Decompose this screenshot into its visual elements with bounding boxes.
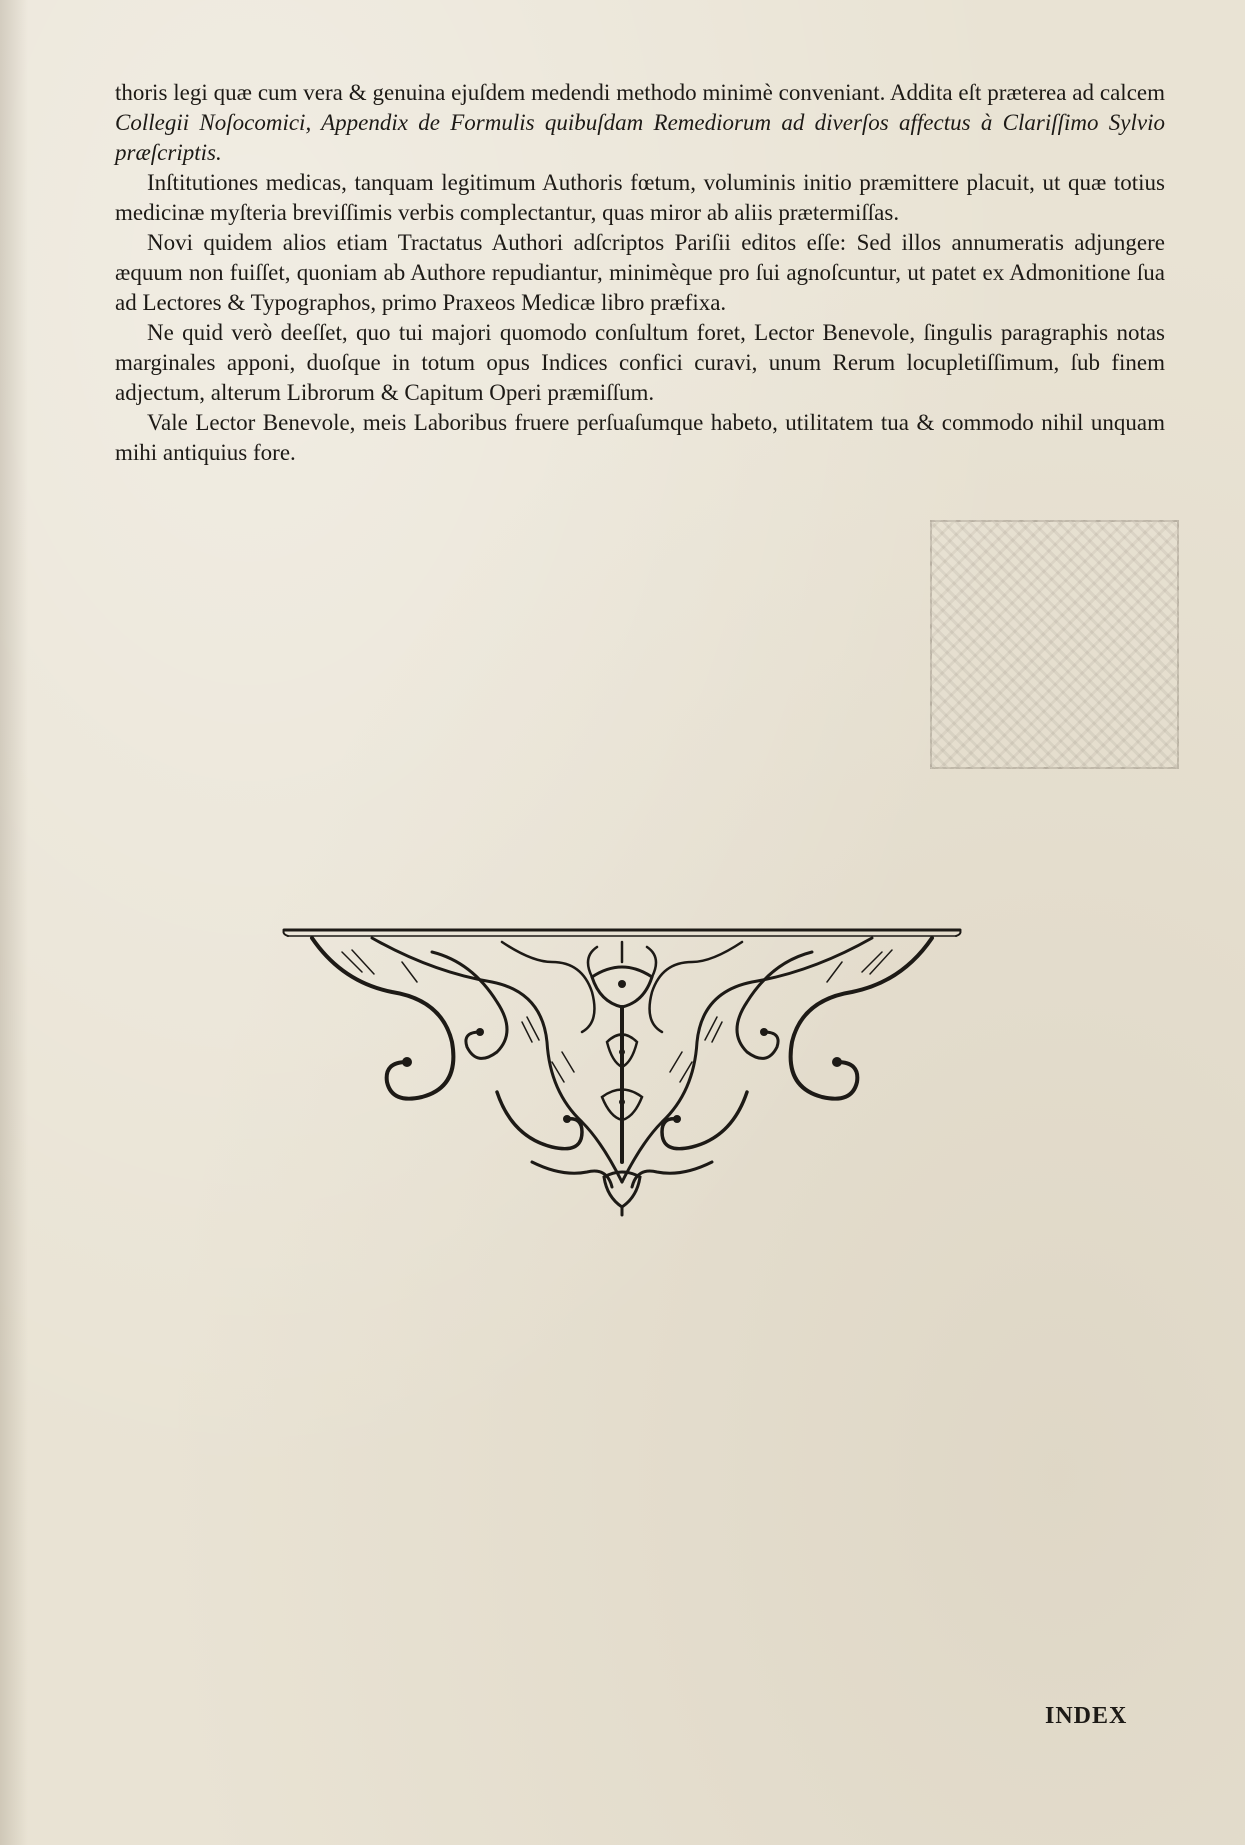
paragraph-3 [115, 228, 1165, 318]
paragraph-4-text: Ne quid verò deeſſet, quo tui majori quomodo conſultum foret, Lector Benevole, ſingulis paragraphis notas marginales apponi, duoſque in totum opus Indices confici curavi, unum Rerum locupletiſſimum, ſub finem adjectum, alterum Librorum & Capitum Operi præmiſſum. [115, 320, 1165, 405]
catchword: INDEX [1045, 1703, 1128, 1729]
paragraph-1-roman: thoris legi quæ cum vera & genuina ejuſdem medendi methodo minimè conveniant. Addita eſt præterea ad calcem [115, 80, 1165, 105]
paragraph-4 [115, 318, 1165, 408]
paragraph-5 [115, 408, 1165, 468]
paragraph-2 [115, 168, 1165, 228]
headpiece-ornament-icon [282, 922, 962, 1217]
paragraph-5-text: Vale Lector Benevole, meis Laboribus fruere perſuaſumque habeto, utilitatem tua & commodo nihil unquam mihi antiquius fore. [115, 410, 1165, 465]
paragraph-1 [115, 78, 1165, 168]
main-text [115, 78, 1165, 468]
bleed-through-initial [930, 520, 1179, 769]
paragraph-1-italic: Collegii Noſocomici, Appendix de Formulis quibuſdam Remediorum ad diverſos affectus à Clariſſimo Sylvio præſcriptis. [115, 110, 1165, 165]
paragraph-3-text: Novi quidem alios etiam Tractatus Authori adſcriptos Pariſii editos eſſe: Sed illos annumeratis adjungere æquum non fuiſſet, quoniam ab Authore repudiantur, minimèque pro ſui agnoſcuntur, ut patet ex Admonitione ſua ad Lectores & Typographos, primo Praxeos Medicæ libro præfixa. [115, 230, 1165, 315]
gutter-shadow [0, 0, 28, 1845]
paragraph-2-text: Inſtitutiones medicas, tanquam legitimum Authoris fœtum, voluminis initio præmittere placuit, ut quæ totius medicinæ myſteria breviſſimis verbis complectantur, quas miror ab aliis prætermiſſas. [115, 170, 1165, 225]
